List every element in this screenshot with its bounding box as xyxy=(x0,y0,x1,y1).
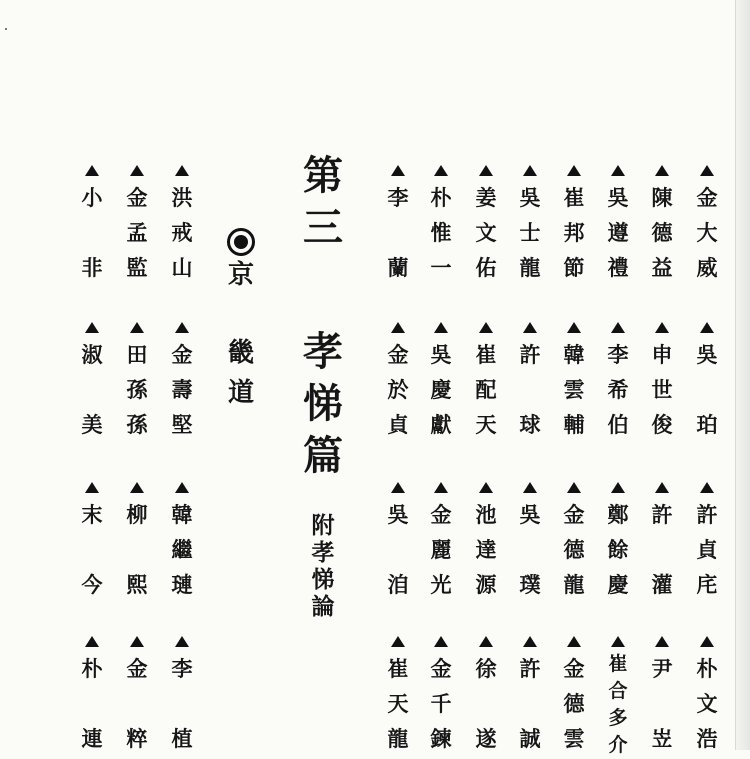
name-char: 連 xyxy=(81,726,103,751)
person-name xyxy=(476,180,497,285)
person-name xyxy=(127,497,148,602)
name-char: 山 xyxy=(171,255,193,280)
name-char: 希 xyxy=(607,377,629,402)
name-char: 粹 xyxy=(126,726,148,751)
name-entry xyxy=(513,165,547,285)
triangle-marker-icon xyxy=(611,482,625,493)
name-char: 孟 xyxy=(126,220,148,245)
triangle-marker-icon xyxy=(175,322,189,333)
paper-speck xyxy=(5,28,7,30)
name-entry xyxy=(513,636,547,756)
person-name xyxy=(608,180,629,285)
name-char: 田 xyxy=(126,342,148,367)
name-char: 洪 xyxy=(171,185,193,210)
person-name xyxy=(388,337,409,442)
person-name xyxy=(172,180,193,285)
triangle-marker-icon xyxy=(479,322,493,333)
name-char: 小 xyxy=(81,185,103,210)
person-name xyxy=(652,180,673,285)
person-name xyxy=(564,497,585,602)
name-char: 許 xyxy=(519,342,541,367)
name-entry xyxy=(601,482,635,602)
chapter-title xyxy=(303,326,343,482)
name-entry xyxy=(75,636,109,756)
name-char: 金 xyxy=(430,656,452,681)
triangle-marker-icon xyxy=(655,482,669,493)
person-name xyxy=(476,337,497,442)
name-char: 李 xyxy=(171,656,193,681)
name-entry xyxy=(75,322,109,442)
name-char: 於 xyxy=(387,377,409,402)
name-entry xyxy=(120,636,154,756)
triangle-marker-icon xyxy=(391,482,405,493)
glyph: 京 xyxy=(227,260,254,290)
section-name xyxy=(228,256,254,412)
name-char: 益 xyxy=(651,255,673,280)
name-char: 金 xyxy=(126,185,148,210)
name-entry xyxy=(645,482,679,602)
name-char: 非 xyxy=(81,255,103,280)
name-char: 威 xyxy=(696,255,718,280)
name-char: 麗 xyxy=(430,537,452,562)
name-entry xyxy=(424,165,458,285)
name-char: 洎 xyxy=(387,572,409,597)
name-entry xyxy=(381,322,415,442)
name-char: 監 xyxy=(126,255,148,280)
person-name xyxy=(82,651,103,756)
chapter-heading xyxy=(297,150,349,620)
name-char: 雲 xyxy=(563,726,585,751)
name-entry xyxy=(75,482,109,602)
name-char: 吳 xyxy=(607,185,629,210)
person-name xyxy=(652,497,673,602)
person-name xyxy=(388,651,409,756)
name-char: 介 xyxy=(608,734,628,756)
name-entry xyxy=(601,165,635,285)
name-entry xyxy=(645,165,679,285)
person-name xyxy=(388,180,409,285)
name-char: 陳 xyxy=(651,185,673,210)
name-entry xyxy=(469,636,503,756)
person-name xyxy=(608,337,629,442)
name-char: 文 xyxy=(475,220,497,245)
name-char: 姜 xyxy=(475,185,497,210)
person-name xyxy=(431,497,452,602)
name-char: 獻 xyxy=(430,412,452,437)
name-char: 光 xyxy=(430,572,452,597)
name-entry xyxy=(513,482,547,602)
person-name xyxy=(431,651,452,756)
name-entry xyxy=(557,636,591,756)
triangle-marker-icon xyxy=(85,482,99,493)
glyph: 篇 xyxy=(303,432,343,479)
name-entry xyxy=(690,165,724,285)
name-char: 德 xyxy=(563,537,585,562)
name-entry xyxy=(381,636,415,756)
name-char: 淑 xyxy=(81,342,103,367)
name-char: 崔 xyxy=(387,656,409,681)
name-char: 金 xyxy=(171,342,193,367)
name-char: 植 xyxy=(171,726,193,751)
section-heading xyxy=(221,228,261,412)
name-entry xyxy=(165,636,199,756)
name-char: 貞 xyxy=(696,537,718,562)
triangle-marker-icon xyxy=(700,636,714,647)
triangle-marker-icon xyxy=(479,165,493,176)
page-edge xyxy=(735,0,750,750)
triangle-marker-icon xyxy=(175,165,189,176)
name-entry xyxy=(381,165,415,285)
name-char: 俊 xyxy=(651,412,673,437)
name-char: 熙 xyxy=(126,572,148,597)
person-name xyxy=(431,180,452,285)
name-entry xyxy=(645,322,679,442)
name-entry xyxy=(690,322,724,442)
triangle-marker-icon xyxy=(655,322,669,333)
name-char: 吳 xyxy=(387,502,409,527)
name-char: 配 xyxy=(475,377,497,402)
glyph: 附 xyxy=(311,512,335,539)
person-name xyxy=(652,651,673,756)
name-char: 龍 xyxy=(563,572,585,597)
name-entry xyxy=(165,165,199,285)
triangle-marker-icon xyxy=(130,322,144,333)
person-name xyxy=(172,337,193,442)
name-char: 朴 xyxy=(81,656,103,681)
person-name xyxy=(476,497,497,602)
name-entry xyxy=(690,636,724,756)
triangle-marker-icon xyxy=(611,165,625,176)
name-char: 伯 xyxy=(607,412,629,437)
name-char: 球 xyxy=(519,412,541,437)
name-char: 龍 xyxy=(387,726,409,751)
name-char: 孫 xyxy=(126,377,148,402)
person-name xyxy=(608,651,627,759)
name-char: 許 xyxy=(651,502,673,527)
person-name xyxy=(127,651,148,756)
name-char: 崔 xyxy=(608,653,628,675)
name-char: 龍 xyxy=(519,255,541,280)
name-entry xyxy=(424,482,458,602)
triangle-marker-icon xyxy=(479,482,493,493)
name-char: 遵 xyxy=(607,220,629,245)
triangle-marker-icon xyxy=(523,165,537,176)
name-entry xyxy=(601,322,635,442)
name-char: 璞 xyxy=(519,572,541,597)
name-entry xyxy=(645,636,679,756)
name-entry xyxy=(75,165,109,285)
name-char: 鍊 xyxy=(430,726,452,751)
name-char: 多 xyxy=(608,707,628,729)
name-char: 李 xyxy=(607,342,629,367)
name-entry xyxy=(557,482,591,602)
name-char: 壽 xyxy=(171,377,193,402)
triangle-marker-icon xyxy=(175,636,189,647)
name-entry xyxy=(557,322,591,442)
name-char: 許 xyxy=(696,502,718,527)
name-char: 德 xyxy=(563,691,585,716)
name-char: 灌 xyxy=(651,572,673,597)
triangle-marker-icon xyxy=(700,482,714,493)
person-name xyxy=(697,497,718,602)
name-char: 天 xyxy=(475,412,497,437)
name-char: 末 xyxy=(81,502,103,527)
name-entry xyxy=(469,482,503,602)
triangle-marker-icon xyxy=(523,636,537,647)
name-char: 文 xyxy=(696,691,718,716)
name-char: 天 xyxy=(387,691,409,716)
glyph: 第 xyxy=(303,152,343,199)
person-name xyxy=(172,497,193,602)
name-char: 許 xyxy=(519,656,541,681)
name-entry xyxy=(469,165,503,285)
person-name xyxy=(172,651,193,756)
person-name xyxy=(697,180,718,285)
name-char: 一 xyxy=(430,255,452,280)
name-entry xyxy=(424,636,458,756)
name-char: 金 xyxy=(696,185,718,210)
name-char: 蘭 xyxy=(387,255,409,280)
person-name xyxy=(697,651,718,756)
name-char: 柳 xyxy=(126,502,148,527)
triangle-marker-icon xyxy=(130,482,144,493)
person-name xyxy=(82,497,103,602)
name-char: 惟 xyxy=(430,220,452,245)
name-char: 朴 xyxy=(696,656,718,681)
name-char: 浩 xyxy=(696,726,718,751)
triangle-marker-icon xyxy=(611,322,625,333)
circle-bullet-icon xyxy=(227,228,255,256)
name-char: 餘 xyxy=(607,537,629,562)
glyph: 孝 xyxy=(311,539,335,566)
name-entry xyxy=(120,322,154,442)
name-char: 吳 xyxy=(519,185,541,210)
person-name xyxy=(520,651,541,756)
name-entry xyxy=(381,482,415,602)
name-char: 㡯 xyxy=(696,572,718,597)
chapter-appendix xyxy=(312,512,335,620)
name-char: 節 xyxy=(563,255,585,280)
person-name xyxy=(431,337,452,442)
name-char: 誠 xyxy=(519,726,541,751)
triangle-marker-icon xyxy=(85,165,99,176)
name-char: 金 xyxy=(126,656,148,681)
person-name xyxy=(127,180,148,285)
person-name xyxy=(564,180,585,285)
person-name xyxy=(476,651,497,756)
triangle-marker-icon xyxy=(85,322,99,333)
name-char: 岦 xyxy=(651,726,673,751)
glyph: 論 xyxy=(311,593,335,620)
glyph: 道 xyxy=(227,378,254,408)
name-entry xyxy=(424,322,458,442)
name-entry xyxy=(165,482,199,602)
name-char: 士 xyxy=(519,220,541,245)
triangle-marker-icon xyxy=(567,165,581,176)
name-char: 韓 xyxy=(563,342,585,367)
triangle-marker-icon xyxy=(567,482,581,493)
person-name xyxy=(652,337,673,442)
triangle-marker-icon xyxy=(175,482,189,493)
glyph: 悌 xyxy=(311,566,335,593)
name-char: 邦 xyxy=(563,220,585,245)
name-char: 金 xyxy=(430,502,452,527)
name-char: 德 xyxy=(651,220,673,245)
person-name xyxy=(388,497,409,602)
name-entry xyxy=(601,636,635,759)
name-char: 合 xyxy=(608,680,628,702)
name-char: 吳 xyxy=(430,342,452,367)
person-name xyxy=(520,497,541,602)
name-char: 韓 xyxy=(171,502,193,527)
triangle-marker-icon xyxy=(567,322,581,333)
person-name xyxy=(697,337,718,442)
name-char: 吳 xyxy=(519,502,541,527)
name-char: 遂 xyxy=(475,726,497,751)
name-char: 達 xyxy=(475,537,497,562)
glyph: 畿 xyxy=(227,338,254,368)
name-char: 吳 xyxy=(696,342,718,367)
triangle-marker-icon xyxy=(391,636,405,647)
triangle-marker-icon xyxy=(523,482,537,493)
name-entry xyxy=(557,165,591,285)
triangle-marker-icon xyxy=(434,636,448,647)
triangle-marker-icon xyxy=(611,636,625,647)
name-char: 尹 xyxy=(651,656,673,681)
name-char: 徐 xyxy=(475,656,497,681)
name-char: 李 xyxy=(387,185,409,210)
name-char: 金 xyxy=(387,342,409,367)
glyph: 三 xyxy=(303,204,343,251)
name-char: 崔 xyxy=(475,342,497,367)
triangle-marker-icon xyxy=(434,165,448,176)
name-char: 佑 xyxy=(475,255,497,280)
person-name xyxy=(564,337,585,442)
name-entry xyxy=(513,322,547,442)
name-entry xyxy=(469,322,503,442)
triangle-marker-icon xyxy=(130,165,144,176)
name-char: 大 xyxy=(696,220,718,245)
name-char: 戒 xyxy=(171,220,193,245)
person-name xyxy=(564,651,585,756)
person-name xyxy=(82,337,103,442)
chapter-number xyxy=(303,150,343,254)
triangle-marker-icon xyxy=(391,165,405,176)
person-name xyxy=(127,337,148,442)
name-char: 雲 xyxy=(563,377,585,402)
triangle-marker-icon xyxy=(479,636,493,647)
name-char: 孫 xyxy=(126,412,148,437)
name-char: 申 xyxy=(651,342,673,367)
name-char: 金 xyxy=(563,656,585,681)
name-char: 世 xyxy=(651,377,673,402)
name-char: 璉 xyxy=(171,572,193,597)
triangle-marker-icon xyxy=(567,636,581,647)
name-char: 慶 xyxy=(607,572,629,597)
name-char: 珀 xyxy=(696,412,718,437)
name-entry xyxy=(690,482,724,602)
person-name xyxy=(608,497,629,602)
triangle-marker-icon xyxy=(655,165,669,176)
name-char: 今 xyxy=(81,572,103,597)
name-char: 慶 xyxy=(430,377,452,402)
name-entry xyxy=(165,322,199,442)
name-char: 輔 xyxy=(563,412,585,437)
triangle-marker-icon xyxy=(523,322,537,333)
triangle-marker-icon xyxy=(85,636,99,647)
name-char: 源 xyxy=(475,572,497,597)
name-char: 繼 xyxy=(171,537,193,562)
triangle-marker-icon xyxy=(700,165,714,176)
triangle-marker-icon xyxy=(434,322,448,333)
triangle-marker-icon xyxy=(655,636,669,647)
glyph: 孝 xyxy=(303,328,343,375)
name-char: 崔 xyxy=(563,185,585,210)
person-name xyxy=(520,337,541,442)
triangle-marker-icon xyxy=(434,482,448,493)
name-char: 貞 xyxy=(387,412,409,437)
name-char: 堅 xyxy=(171,412,193,437)
glyph: 悌 xyxy=(303,380,343,427)
name-char: 千 xyxy=(430,691,452,716)
name-char: 池 xyxy=(475,502,497,527)
name-entry xyxy=(120,482,154,602)
name-char: 金 xyxy=(563,502,585,527)
name-char: 美 xyxy=(81,412,103,437)
name-char: 朴 xyxy=(430,185,452,210)
person-name xyxy=(520,180,541,285)
person-name xyxy=(82,180,103,285)
triangle-marker-icon xyxy=(130,636,144,647)
name-char: 禮 xyxy=(607,255,629,280)
name-entry xyxy=(120,165,154,285)
triangle-marker-icon xyxy=(391,322,405,333)
triangle-marker-icon xyxy=(700,322,714,333)
name-char: 鄭 xyxy=(607,502,629,527)
